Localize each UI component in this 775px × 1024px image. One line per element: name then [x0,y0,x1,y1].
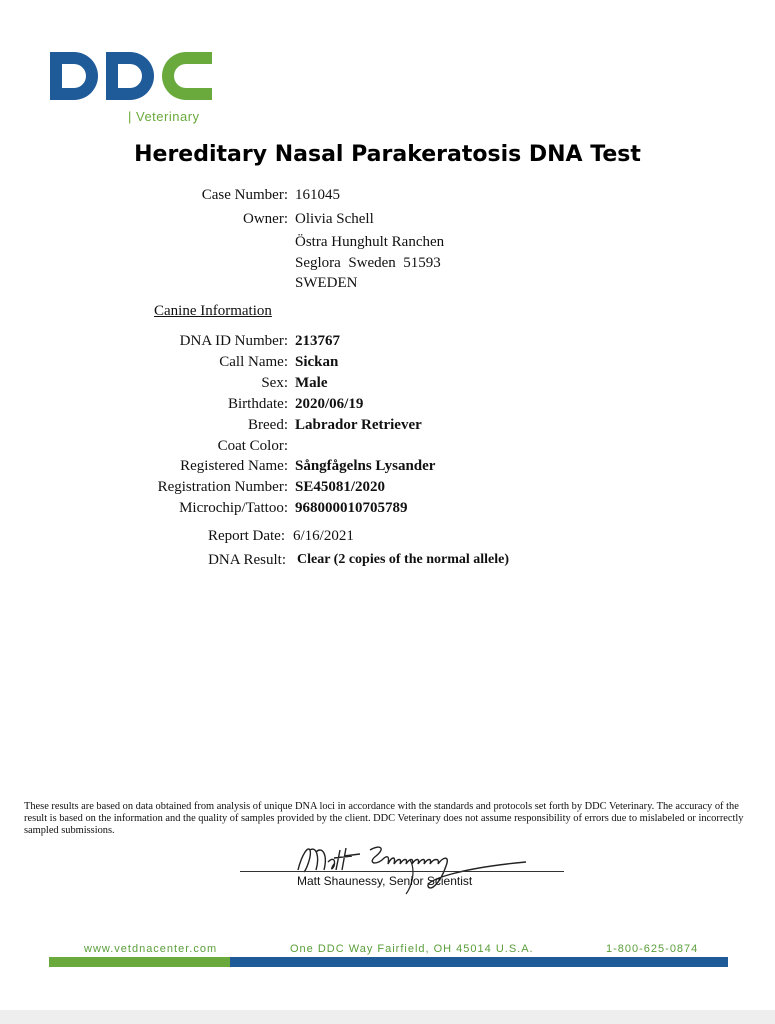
birthdate-label: Birthdate: [228,396,288,412]
dna-id-label: DNA ID Number: [179,333,288,349]
breed-value: Labrador Retriever [295,417,422,433]
owner-label-row [0,209,288,229]
signature-line [240,871,564,872]
dna-result-label-row [0,550,286,570]
birthdate-value: 2020/06/19 [295,396,364,412]
field-label-row [0,477,288,497]
dna-result-value: Clear (2 copies of the normal allele) [297,552,510,567]
footer-green-bar [49,957,230,967]
field-label-row [0,331,288,351]
field-label-row [0,373,288,393]
signatory-name: Matt Shaunessy, Senior Scientist [297,874,473,888]
call-name-value: Sickan [295,354,339,370]
registration-number-label: Registration Number: [157,479,288,495]
sex-value: Male [295,375,328,391]
coat-color-label: Coat Color: [217,438,288,454]
logo-subtitle: | Veterinary [128,109,200,124]
field-label-row [0,498,288,518]
footer-address: One DDC Way Fairfield, OH 45014 U.S.A. [290,943,534,955]
dna-result-label: DNA Result: [208,552,286,568]
address-line-2: Seglora Sweden 51593 [295,255,441,271]
report-date-label-row [0,526,285,546]
microchip-value: 968000010705789 [295,500,408,516]
call-name-label: Call Name: [219,354,288,370]
disclaimer-text: These results are based on data obtained from analysis of unique DNA loci in accordance with the standards and protocols set forth by DDC Veterinary. The accuracy of the result is based on the information and the quality of samples provided by the client. DDC Veterinary does not assume responsibility of errors due to mislabeled or incorrectly sampled submissions. [24,801,744,836]
field-label-row [0,436,288,456]
report-date-label: Report Date: [207,528,285,544]
sex-label: Sex: [261,375,288,391]
breed-label: Breed: [248,417,288,433]
field-label-row [0,394,288,414]
field-label-row [0,456,288,476]
dna-id-value: 213767 [295,333,340,349]
address-line-1: Östra Hunghult Ranchen [295,234,445,250]
registered-name-value: Sångfågelns Lysander [295,458,436,474]
microchip-label: Microchip/Tattoo: [179,500,288,516]
case-number-label: Case Number: [201,187,288,203]
report-date-value: 6/16/2021 [293,528,354,544]
field-label-row [0,352,288,372]
page-bottom-band [0,1010,775,1024]
registration-number-value: SE45081/2020 [295,479,386,495]
footer-website[interactable]: www.vetdnacenter.com [84,943,218,955]
footer-blue-bar [230,957,728,967]
canine-section-heading: Canine Information [154,303,272,319]
owner-name: Olivia Schell [295,211,374,227]
page-title: Hereditary Nasal Parakeratosis DNA Test [134,142,641,167]
owner-label: Owner: [243,211,288,227]
footer-phone: 1-800-625-0874 [606,943,699,955]
address-line-3: SWEDEN [295,275,358,291]
case-number-value: 161045 [295,187,340,203]
field-label-row [0,415,288,435]
case-number-label-row [0,185,288,205]
registered-name-label: Registered Name: [180,458,288,474]
